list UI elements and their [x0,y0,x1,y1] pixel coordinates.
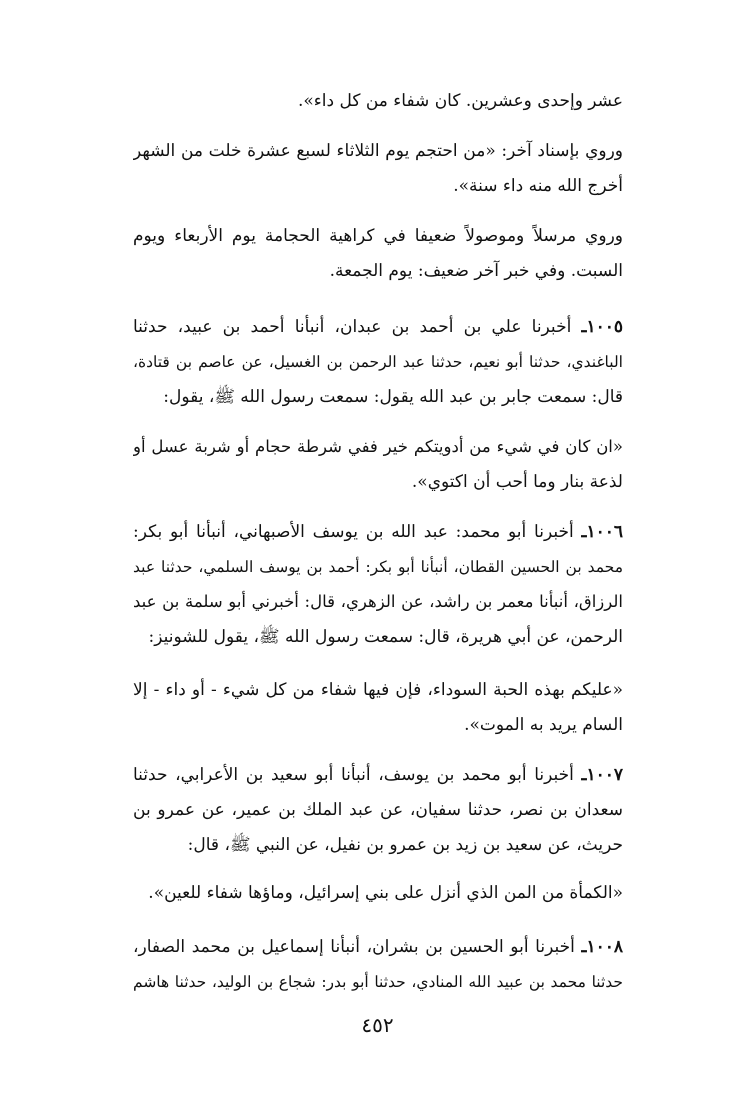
hadith-number: ١٠٠٨ـ [581,937,623,957]
line-text: محمد بن الحسين القطان، أنبأنا أبو بكر: أحمد بن يوسف السلمي، حدثنا عبد [133,558,623,576]
line-text: سعدان بن نصر، حدثنا سفيان، عن عبد الملك بن عمير، عن عمرو بن [133,800,623,820]
line-text: وروي بإسناد آخر: «من احتجم يوم الثلاثاء لسبع عشرة خلت من الشهر [133,141,623,161]
text-line [133,84,623,118]
line-text: أخرج الله منه داء سنة». [453,176,623,196]
text-line [133,134,623,168]
line-text: «عليكم بهذه الحبة السوداء، فإن فيها شفاء من كل شيء - أو داء - إلا [133,680,623,700]
line-text: السام يريد به الموت». [464,715,623,735]
page-number: ٤٥٢ [361,1013,394,1037]
line-text: لذعة بنار وما أحب أن اكتوي». [411,472,623,492]
text-line [133,965,623,999]
hadith-number: ١٠٠٥ـ [581,317,623,337]
line-text: «الكمأة من المن الذي أنزل على بني إسرائيل، وماؤها شفاء للعين». [148,883,623,903]
text-line [133,430,623,464]
text-line [133,380,623,414]
line-text: السبت. وفي خبر آخر ضعيف: يوم الجمعة. [329,261,623,281]
line-text: الباغندي، حدثنا أبو نعيم، حدثنا عبد الرحمن بن الغسيل، عن عاصم بن قتادة، [133,353,623,371]
line-text: الرحمن، عن أبي هريرة، قال: سمعت رسول الله ﷺ، يقول للشونيز: [148,627,623,647]
text-line [133,169,623,203]
text-line [133,758,623,792]
text-line [133,219,623,253]
hadith-number: ١٠٠٧ـ [581,765,623,785]
line-text: أخبرنا أبو محمد: عبد الله بن يوسف الأصبهاني، أنبأنا أبو بكر: [133,522,574,542]
text-line [133,708,623,742]
line-text: عشر وإحدى وعشرين. كان شفاء من كل داء». [297,91,623,111]
hadith-number: ١٠٠٦ـ [581,522,623,542]
line-text: أخبرنا أبو محمد بن يوسف، أنبأنا أبو سعيد بن الأعرابي، حدثنا [133,765,574,785]
text-line [133,310,623,344]
line-text: أخبرنا علي بن أحمد بن عبدان، أنبأنا أحمد بن عبيد، حدثنا [133,317,572,337]
text-line [133,828,623,862]
line-text: حدثنا محمد بن عبيد الله المنادي، حدثنا أبو بدر: شجاع بن الوليد، حدثنا هاشم [133,973,623,991]
text-line [133,345,623,379]
text-line [133,620,623,654]
text-line [133,585,623,619]
line-text: الرزاق، أنبأنا معمر بن راشد، عن الزهري، قال: أخبرني أبو سلمة بن عبد [133,592,623,611]
text-line [133,254,623,288]
line-text: حريث، عن سعيد بن زيد بن عمرو بن نفيل، عن النبي ﷺ، قال: [187,835,623,855]
line-text: «ان كان في شيء من أدويتكم خير ففي شرطة حجام أو شربة عسل أو [133,437,623,456]
text-line [133,465,623,499]
line-text: أخبرنا أبو الحسين بن بشران، أنبأنا إسماعيل بن محمد الصفار، [133,937,575,957]
text-line [133,930,623,964]
text-line [133,550,623,584]
text-line [133,793,623,827]
line-text: وروي مرسلاً وموصولاً ضعيفا في كراهية الحجامة يوم الأربعاء ويوم [133,226,623,246]
text-line [133,876,623,910]
line-text: قال: سمعت جابر بن عبد الله يقول: سمعت رسول الله ﷺ، يقول: [163,387,623,407]
text-line [133,515,623,549]
text-line [133,673,623,707]
